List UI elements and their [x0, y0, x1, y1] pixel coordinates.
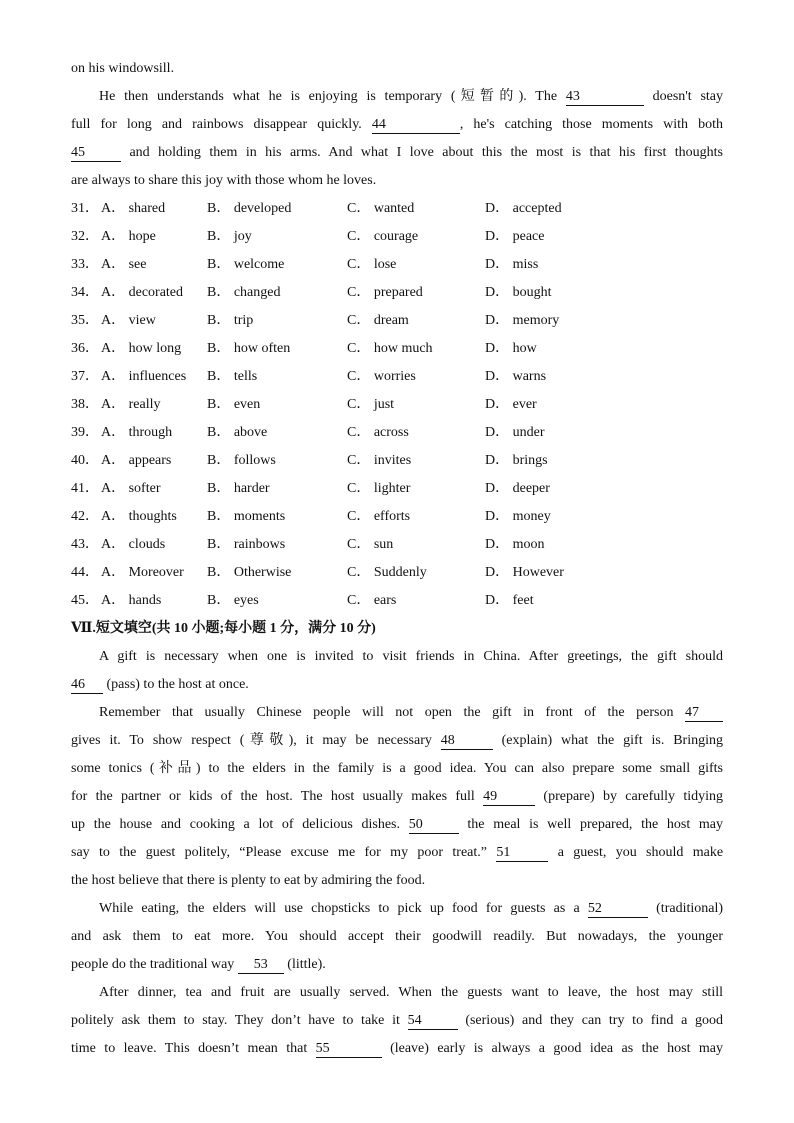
option-b[interactable]: B． trip	[207, 313, 254, 328]
question-number: 43．	[71, 537, 99, 552]
section-line	[71, 843, 723, 863]
option-d[interactable]: D． deeper	[485, 481, 550, 496]
option-c[interactable]: C． worries	[347, 369, 416, 384]
option-a[interactable]: A． hands	[101, 593, 162, 608]
passage-line	[71, 115, 723, 135]
option-b[interactable]: B． above	[207, 425, 268, 440]
section-text: the host believe that there is plenty to eat by admiring the food.	[71, 873, 426, 888]
question-number: 31．	[71, 201, 99, 216]
option-c[interactable]: C． Suddenly	[347, 565, 427, 580]
passage-text: doesn't stay	[652, 89, 724, 104]
section-text: say to the guest politely, “Please excuse me for my poor treat.”	[71, 845, 488, 860]
option-d[interactable]: D． accepted	[485, 201, 562, 216]
section-line	[71, 871, 723, 891]
question-number: 42．	[71, 509, 99, 524]
option-b[interactable]: B． changed	[207, 285, 281, 300]
option-row	[71, 507, 723, 527]
option-row	[71, 563, 723, 583]
option-c[interactable]: C． ears	[347, 593, 397, 608]
option-a[interactable]: A． clouds	[101, 537, 166, 552]
section-text: some tonics (补品) to the elders in the family is a good idea. You can also prepare some small gifts	[71, 761, 723, 776]
section-text: a guest, you should make	[557, 845, 724, 860]
section-line	[99, 647, 723, 667]
section-text: Remember that usually Chinese people will not open the gift in front of the person	[99, 705, 674, 720]
option-d[interactable]: D． how	[485, 341, 537, 356]
option-a[interactable]: A． appears	[101, 453, 172, 468]
section-text: (leave) early is always a good idea as the host may	[390, 1041, 724, 1056]
option-a[interactable]: A． hope	[101, 229, 156, 244]
blank-53[interactable]: 53	[238, 956, 284, 974]
section-line	[71, 731, 723, 751]
option-row	[71, 311, 723, 331]
option-row	[71, 451, 723, 471]
passage-line	[71, 171, 723, 191]
option-c[interactable]: C． dream	[347, 313, 409, 328]
section-line	[99, 703, 723, 723]
option-a[interactable]: A． see	[101, 257, 147, 272]
option-d[interactable]: D． brings	[485, 453, 548, 468]
section-text: A gift is necessary when one is invited to visit friends in China. After greetings, the gift should	[99, 649, 723, 664]
option-c[interactable]: C． courage	[347, 229, 419, 244]
question-number: 36．	[71, 341, 99, 356]
option-a[interactable]: A． decorated	[101, 285, 184, 300]
question-number: 44．	[71, 565, 99, 580]
section-line	[71, 787, 723, 807]
section-line	[71, 927, 723, 947]
passage-line	[99, 87, 723, 107]
option-row	[71, 255, 723, 275]
section-text: the meal is well prepared, the host may	[467, 817, 724, 832]
option-c[interactable]: C． lighter	[347, 481, 411, 496]
passage-text: full for long and rainbows disappear quickly.	[71, 117, 362, 132]
section-text: up the house and cooking a lot of delicious dishes.	[71, 817, 401, 832]
option-c[interactable]: C． across	[347, 425, 409, 440]
passage-text: , he's catching those moments with both	[459, 117, 723, 132]
section-line	[71, 675, 723, 695]
option-b[interactable]: B． how often	[207, 341, 291, 356]
blank-47[interactable]: 47	[685, 704, 723, 722]
option-a[interactable]: A． Moreover	[101, 565, 184, 580]
option-c[interactable]: C． how much	[347, 341, 433, 356]
option-row	[71, 367, 723, 387]
question-number: 33．	[71, 257, 99, 272]
passage-text: He then understands what he is enjoying is temporary (短暂的). The	[99, 89, 558, 104]
option-d[interactable]: D． feet	[485, 593, 534, 608]
option-a[interactable]: A． thoughts	[101, 509, 177, 524]
option-a[interactable]: A． view	[101, 313, 156, 328]
section-text: people do the traditional way	[71, 957, 235, 972]
passage-text: are always to share this joy with those whom he loves.	[71, 173, 377, 188]
option-d[interactable]: D． However	[485, 565, 564, 580]
option-c[interactable]: C． efforts	[347, 509, 411, 524]
option-c[interactable]: C． invites	[347, 453, 412, 468]
question-number: 32．	[71, 229, 99, 244]
option-d[interactable]: D． memory	[485, 313, 560, 328]
option-row	[71, 283, 723, 303]
option-b[interactable]: B． moments	[207, 509, 286, 524]
blank-55[interactable]: 55	[316, 1040, 382, 1058]
question-number: 39．	[71, 425, 99, 440]
option-b[interactable]: B． eyes	[207, 593, 259, 608]
section-line	[71, 1039, 723, 1059]
option-d[interactable]: D． peace	[485, 229, 545, 244]
blank-43[interactable]: 43	[566, 88, 644, 106]
option-a[interactable]: A． softer	[101, 481, 161, 496]
section-text: (traditional)	[656, 901, 724, 916]
passage-text: on his windowsill.	[71, 61, 175, 76]
option-c[interactable]: C． prepared	[347, 285, 423, 300]
option-a[interactable]: A． influences	[101, 369, 187, 384]
option-d[interactable]: D． money	[485, 509, 551, 524]
option-b[interactable]: B． developed	[207, 201, 292, 216]
section-text: (prepare) by carefully tidying	[543, 789, 724, 804]
option-d[interactable]: D． moon	[485, 537, 545, 552]
blank-46[interactable]: 46	[71, 676, 103, 694]
option-c[interactable]: C． just	[347, 397, 395, 412]
section-heading: Ⅶ.短文填空(共 10 小题;每小题 1 分，满分 10 分)	[71, 621, 376, 636]
section-text: (explain) what the gift is. Bringing	[501, 733, 723, 748]
option-d[interactable]: D． warns	[485, 369, 547, 384]
blank-54[interactable]: 54	[408, 1012, 458, 1030]
option-d[interactable]: D． ever	[485, 397, 537, 412]
option-b[interactable]: B． tells	[207, 369, 258, 384]
option-row	[71, 339, 723, 359]
blank-49[interactable]: 49	[483, 788, 535, 806]
option-row	[71, 395, 723, 415]
question-number: 34．	[71, 285, 99, 300]
option-a[interactable]: A． really	[101, 397, 161, 412]
section-line	[71, 815, 723, 835]
blank-45[interactable]: 45	[71, 144, 121, 162]
passage-line	[71, 59, 723, 79]
option-row	[71, 227, 723, 247]
option-b[interactable]: B． follows	[207, 453, 276, 468]
question-number: 37．	[71, 369, 99, 384]
section-text: and ask them to eat more. You should accept their goodwill readily. But nowadays, the younger	[71, 929, 723, 944]
blank-52[interactable]: 52	[588, 900, 648, 918]
option-d[interactable]: D． bought	[485, 285, 552, 300]
section-line	[71, 955, 723, 975]
section-text: (serious) and they can try to find a good	[465, 1013, 723, 1028]
question-number: 41．	[71, 481, 99, 496]
option-a[interactable]: A． through	[101, 425, 173, 440]
option-b[interactable]: B． welcome	[207, 257, 285, 272]
section-text: While eating, the elders will use chopsticks to pick up food for guests as a	[99, 901, 580, 916]
section-line	[99, 983, 723, 1003]
section-text: gives it. To show respect (尊敬), it may be necessary	[71, 733, 432, 748]
option-row	[71, 479, 723, 499]
option-b[interactable]: B． even	[207, 397, 261, 412]
option-c[interactable]: C． wanted	[347, 201, 415, 216]
option-row	[71, 423, 723, 443]
option-b[interactable]: B． Otherwise	[207, 565, 292, 580]
section-text: for the partner or kids of the host. The host usually makes full	[71, 789, 475, 804]
option-d[interactable]: D． under	[485, 425, 545, 440]
section-line	[99, 899, 723, 919]
question-number: 40．	[71, 453, 99, 468]
section-text: politely ask them to stay. They don’t have to take it	[71, 1013, 400, 1028]
passage-line	[71, 143, 723, 163]
option-b[interactable]: B． harder	[207, 481, 270, 496]
section-text: After dinner, tea and fruit are usually served. When the guests want to leave, the host may still	[99, 985, 723, 1000]
blank-48[interactable]: 48	[441, 732, 493, 750]
blank-51[interactable]: 51	[496, 844, 548, 862]
option-b[interactable]: B． joy	[207, 229, 252, 244]
option-a[interactable]: A． how long	[101, 341, 182, 356]
section-line	[71, 759, 723, 779]
option-row	[71, 591, 723, 611]
question-number: 38．	[71, 397, 99, 412]
option-row	[71, 535, 723, 555]
option-c[interactable]: C． lose	[347, 257, 397, 272]
section-text: (pass) to the host at once.	[106, 677, 249, 692]
section-line	[71, 1011, 723, 1031]
option-c[interactable]: C． sun	[347, 537, 394, 552]
option-d[interactable]: D． miss	[485, 257, 539, 272]
section-text: time to leave. This doesn’t mean that	[71, 1041, 308, 1056]
question-number: 45．	[71, 593, 99, 608]
option-row	[71, 199, 723, 219]
option-b[interactable]: B． rainbows	[207, 537, 286, 552]
passage-text: and holding them in his arms. And what I love about this the most is that his first thoughts	[129, 145, 724, 160]
blank-50[interactable]: 50	[409, 816, 459, 834]
question-number: 35．	[71, 313, 99, 328]
option-a[interactable]: A． shared	[101, 201, 166, 216]
section-text: (little).	[287, 957, 326, 972]
blank-44[interactable]: 44	[372, 116, 460, 134]
